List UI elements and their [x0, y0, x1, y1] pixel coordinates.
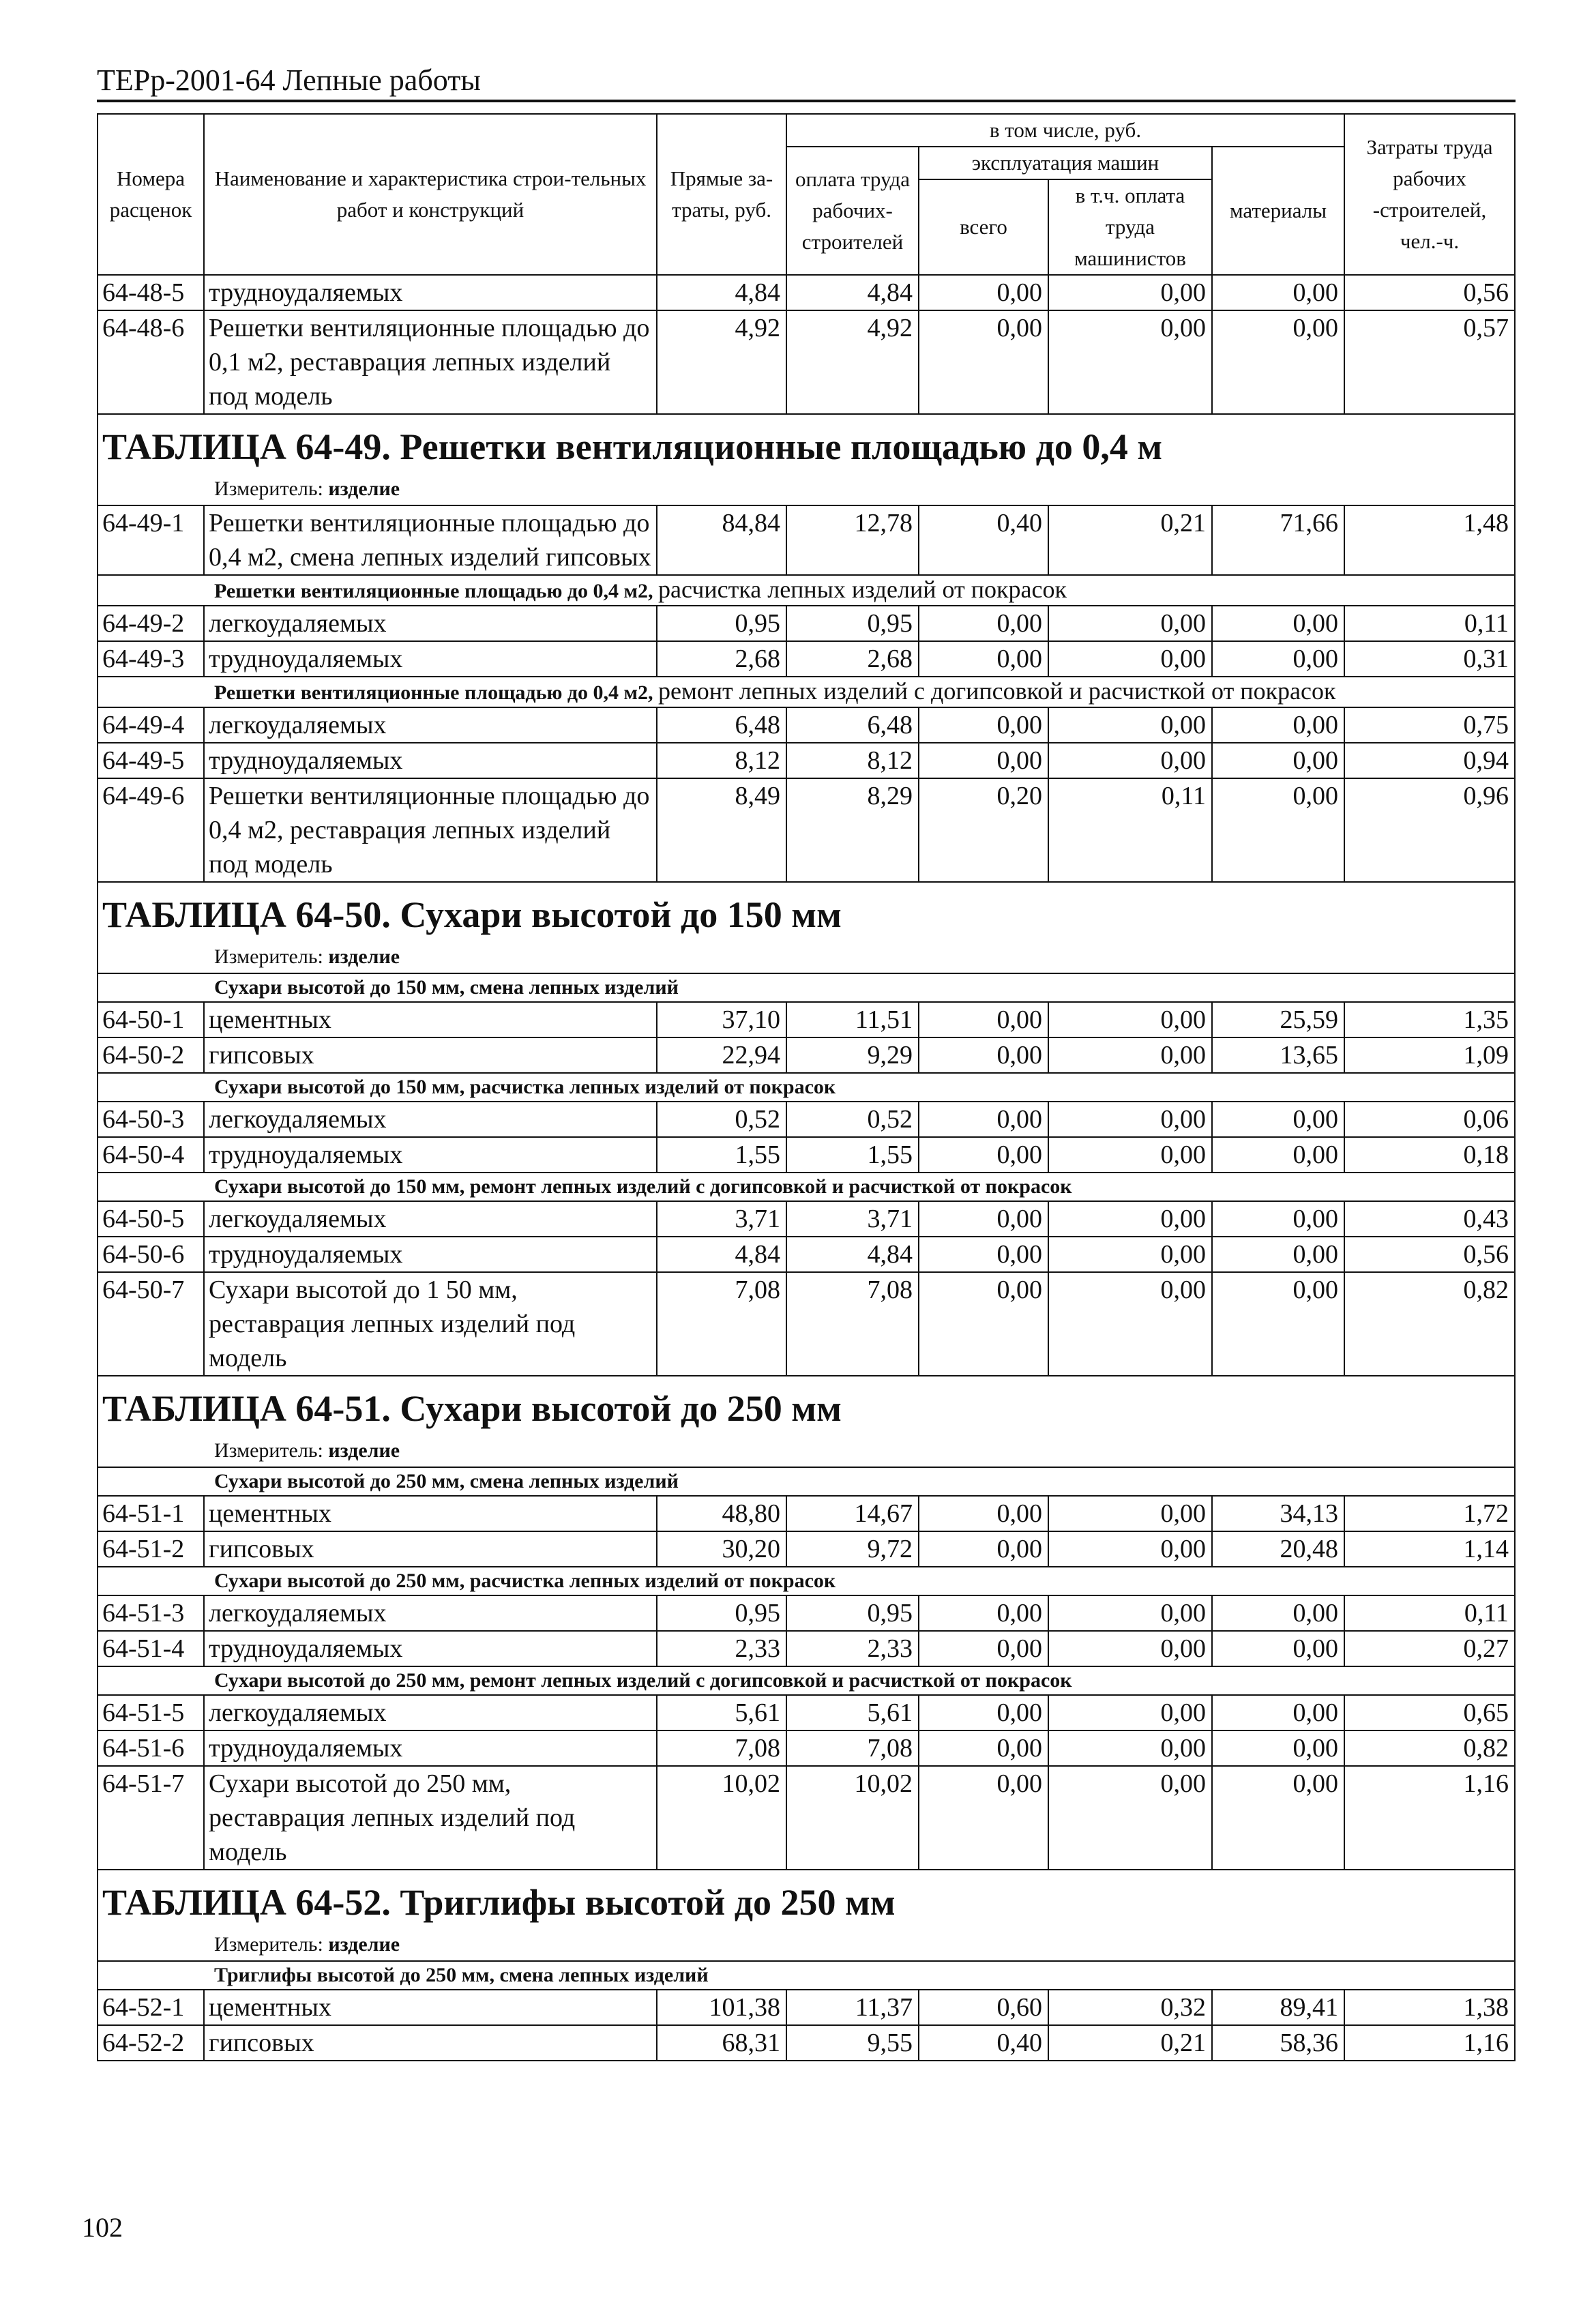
direct-cost: 1,55 — [657, 1137, 786, 1173]
rate-code: 64-49-2 — [98, 606, 204, 641]
materials-cost: 0,00 — [1212, 1272, 1344, 1376]
materials-cost: 0,00 — [1212, 1137, 1344, 1173]
measure-row — [98, 1435, 1515, 1467]
machines-total: 0,60 — [919, 1990, 1048, 2025]
work-name: гипсовых — [204, 1531, 657, 1567]
group-title: Сухари высотой до 250 мм, ремонт лепных изделий с догипсовкой и расчисткой от покрасок — [214, 1669, 1072, 1692]
direct-cost: 8,12 — [657, 743, 786, 778]
materials-cost: 34,13 — [1212, 1496, 1344, 1531]
labor-hours: 0,11 — [1344, 606, 1515, 641]
labor-hours: 0,06 — [1344, 1102, 1515, 1137]
col-header-machines-total: всего — [919, 179, 1048, 275]
table-row — [98, 1595, 1515, 1631]
col-header-labor-cost: Затраты труда рабочих -строителей, чел.-ч. — [1344, 114, 1515, 275]
machines-pay: 0,00 — [1048, 606, 1212, 641]
labor-pay: 9,55 — [786, 2025, 919, 2061]
col-header-name: Наименование и характеристика строи-тельных работ и конструкций — [204, 114, 657, 275]
machines-pay: 0,00 — [1048, 1272, 1212, 1376]
labor-pay: 0,52 — [786, 1102, 919, 1137]
group-title: Сухари высотой до 150 мм, ремонт лепных изделий с догипсовкой и расчисткой от покрасок — [214, 1175, 1072, 1198]
rate-code: 64-50-1 — [98, 1002, 204, 1037]
work-name: цементных — [204, 1496, 657, 1531]
materials-cost: 0,00 — [1212, 1695, 1344, 1730]
direct-cost: 22,94 — [657, 1037, 786, 1073]
col-header-code: Номера расценок — [98, 114, 204, 275]
direct-cost: 5,61 — [657, 1695, 786, 1730]
rate-code: 64-51-3 — [98, 1595, 204, 1631]
rate-code: 64-49-5 — [98, 743, 204, 778]
measure-value: изделие — [328, 477, 400, 500]
machines-total: 0,00 — [919, 1595, 1048, 1631]
machines-pay: 0,00 — [1048, 1496, 1212, 1531]
table-row — [98, 1137, 1515, 1173]
materials-cost: 13,65 — [1212, 1037, 1344, 1073]
rate-code: 64-50-4 — [98, 1137, 204, 1173]
rate-code: 64-51-4 — [98, 1631, 204, 1666]
group-header — [98, 1666, 1515, 1695]
labor-hours: 1,38 — [1344, 1990, 1515, 2025]
table-header — [98, 114, 1515, 275]
table-row — [98, 1766, 1515, 1870]
measure-value: изделие — [328, 1933, 400, 1956]
materials-cost: 20,48 — [1212, 1531, 1344, 1567]
group-header — [98, 1961, 1515, 1990]
section-title-row — [98, 1870, 1515, 1929]
labor-hours: 0,75 — [1344, 707, 1515, 743]
machines-total: 0,00 — [919, 743, 1048, 778]
labor-pay: 5,61 — [786, 1695, 919, 1730]
work-name: Решетки вентиляционные площадью до 0,4 м2, реставрация лепных изделий под модель — [204, 778, 657, 882]
measure-cell — [98, 941, 1515, 973]
group-header-row — [98, 1567, 1515, 1595]
work-name: цементных — [204, 1990, 657, 2025]
labor-pay: 7,08 — [786, 1272, 919, 1376]
machines-total: 0,00 — [919, 1766, 1048, 1870]
direct-cost: 7,08 — [657, 1730, 786, 1766]
labor-hours: 0,82 — [1344, 1272, 1515, 1376]
table-row — [98, 1496, 1515, 1531]
machines-total: 0,00 — [919, 1037, 1048, 1073]
machines-pay: 0,00 — [1048, 1695, 1212, 1730]
materials-cost: 25,59 — [1212, 1002, 1344, 1037]
group-header-row — [98, 1467, 1515, 1496]
labor-pay: 10,02 — [786, 1766, 919, 1870]
col-header-direct: Прямые за-траты, руб. — [657, 114, 786, 275]
rate-code: 64-50-2 — [98, 1037, 204, 1073]
measure-cell — [98, 1929, 1515, 1961]
labor-pay: 6,48 — [786, 707, 919, 743]
labor-hours: 0,82 — [1344, 1730, 1515, 1766]
rate-code: 64-49-4 — [98, 707, 204, 743]
labor-hours: 0,96 — [1344, 778, 1515, 882]
machines-pay: 0,00 — [1048, 1102, 1212, 1137]
group-header-row — [98, 1961, 1515, 1990]
section-title: ТАБЛИЦА 64-51. Сухари высотой до 250 мм — [98, 1376, 1515, 1435]
labor-hours: 0,57 — [1344, 310, 1515, 414]
table-row — [98, 1037, 1515, 1073]
machines-total: 0,40 — [919, 2025, 1048, 2061]
materials-cost: 0,00 — [1212, 1201, 1344, 1237]
table-body — [98, 275, 1515, 2061]
direct-cost: 2,33 — [657, 1631, 786, 1666]
group-header-row — [98, 677, 1515, 707]
table-row — [98, 1990, 1515, 2025]
table-row — [98, 1237, 1515, 1272]
group-header-row — [98, 575, 1515, 606]
section-title-row — [98, 414, 1515, 473]
machines-total: 0,00 — [919, 1201, 1048, 1237]
labor-pay: 3,71 — [786, 1201, 919, 1237]
labor-hours: 1,35 — [1344, 1002, 1515, 1037]
machines-pay: 0,00 — [1048, 1730, 1212, 1766]
work-name: Сухари высотой до 250 мм, реставрация лепных изделий под модель — [204, 1766, 657, 1870]
direct-cost: 4,84 — [657, 1237, 786, 1272]
materials-cost: 0,00 — [1212, 1237, 1344, 1272]
table-row — [98, 1272, 1515, 1376]
table-row — [98, 1695, 1515, 1730]
measure-label: Измеритель: — [214, 477, 323, 500]
section-title: ТАБЛИЦА 64-50. Сухари высотой до 150 мм — [98, 882, 1515, 941]
work-name: легкоудаляемых — [204, 1201, 657, 1237]
work-name: трудноудаляемых — [204, 1631, 657, 1666]
direct-cost: 4,92 — [657, 310, 786, 414]
machines-total: 0,00 — [919, 707, 1048, 743]
labor-hours: 1,48 — [1344, 505, 1515, 575]
labor-hours: 0,31 — [1344, 641, 1515, 677]
machines-pay: 0,32 — [1048, 1990, 1212, 2025]
labor-pay: 2,68 — [786, 641, 919, 677]
rate-code: 64-51-1 — [98, 1496, 204, 1531]
direct-cost: 4,84 — [657, 275, 786, 310]
table-row — [98, 2025, 1515, 2061]
rates-table — [97, 113, 1516, 2061]
machines-pay: 0,00 — [1048, 1201, 1212, 1237]
rate-code: 64-50-7 — [98, 1272, 204, 1376]
labor-hours: 0,65 — [1344, 1695, 1515, 1730]
work-name: трудноудаляемых — [204, 1730, 657, 1766]
materials-cost: 0,00 — [1212, 743, 1344, 778]
machines-total: 0,00 — [919, 310, 1048, 414]
table-row — [98, 1201, 1515, 1237]
col-header-incl: в том числе, руб. — [786, 114, 1344, 147]
rate-code: 64-52-2 — [98, 2025, 204, 2061]
rate-code: 64-51-6 — [98, 1730, 204, 1766]
labor-hours: 0,11 — [1344, 1595, 1515, 1631]
work-name: Сухари высотой до 1 50 мм, реставрация лепных изделий под модель — [204, 1272, 657, 1376]
labor-hours: 0,94 — [1344, 743, 1515, 778]
measure-label: Измеритель: — [214, 1439, 323, 1462]
labor-pay: 11,37 — [786, 1990, 919, 2025]
labor-hours: 1,72 — [1344, 1496, 1515, 1531]
materials-cost: 71,66 — [1212, 505, 1344, 575]
table-row — [98, 707, 1515, 743]
work-name: легкоудаляемых — [204, 707, 657, 743]
group-header-row — [98, 973, 1515, 1002]
labor-hours: 0,27 — [1344, 1631, 1515, 1666]
direct-cost: 0,52 — [657, 1102, 786, 1137]
materials-cost: 0,00 — [1212, 707, 1344, 743]
machines-pay: 0,21 — [1048, 505, 1212, 575]
section-title-row — [98, 882, 1515, 941]
table-row — [98, 1531, 1515, 1567]
group-title-tail: ремонт лепных изделий с догипсовкой и расчисткой от покрасок — [657, 677, 1336, 705]
table-row — [98, 1102, 1515, 1137]
machines-pay: 0,00 — [1048, 1002, 1212, 1037]
labor-pay: 11,51 — [786, 1002, 919, 1037]
labor-pay: 0,95 — [786, 1595, 919, 1631]
rate-code: 64-52-1 — [98, 1990, 204, 2025]
work-name: гипсовых — [204, 2025, 657, 2061]
col-header-materials: материалы — [1212, 147, 1344, 275]
page-title: ТЕРр-2001-64 Лепные работы — [97, 63, 481, 97]
machines-pay: 0,00 — [1048, 1137, 1212, 1173]
direct-cost: 6,48 — [657, 707, 786, 743]
work-name: трудноудаляемых — [204, 743, 657, 778]
labor-hours: 0,56 — [1344, 275, 1515, 310]
labor-pay: 1,55 — [786, 1137, 919, 1173]
measure-cell — [98, 1435, 1515, 1467]
materials-cost: 0,00 — [1212, 275, 1344, 310]
direct-cost: 30,20 — [657, 1531, 786, 1567]
materials-cost: 0,00 — [1212, 1631, 1344, 1666]
labor-pay: 14,67 — [786, 1496, 919, 1531]
labor-pay: 9,29 — [786, 1037, 919, 1073]
materials-cost: 0,00 — [1212, 606, 1344, 641]
machines-total: 0,00 — [919, 1237, 1048, 1272]
rate-code: 64-51-5 — [98, 1695, 204, 1730]
machines-total: 0,00 — [919, 275, 1048, 310]
direct-cost: 101,38 — [657, 1990, 786, 2025]
rate-code: 64-51-7 — [98, 1766, 204, 1870]
machines-total: 0,00 — [919, 606, 1048, 641]
table-row — [98, 778, 1515, 882]
machines-total: 0,00 — [919, 1730, 1048, 1766]
machines-pay: 0,00 — [1048, 641, 1212, 677]
materials-cost: 89,41 — [1212, 1990, 1344, 2025]
labor-hours: 1,16 — [1344, 1766, 1515, 1870]
group-title-tail: расчистка лепных изделий от покрасок — [657, 576, 1067, 603]
materials-cost: 58,36 — [1212, 2025, 1344, 2061]
machines-total: 0,00 — [919, 1002, 1048, 1037]
direct-cost: 48,80 — [657, 1496, 786, 1531]
rate-code: 64-50-5 — [98, 1201, 204, 1237]
machines-total: 0,00 — [919, 1695, 1048, 1730]
direct-cost: 0,95 — [657, 1595, 786, 1631]
table-row — [98, 275, 1515, 310]
work-name: Решетки вентиляционные площадью до 0,4 м2, смена лепных изделий гипсовых — [204, 505, 657, 575]
table-row — [98, 505, 1515, 575]
direct-cost: 0,95 — [657, 606, 786, 641]
measure-row — [98, 1929, 1515, 1961]
measure-value: изделие — [328, 1439, 400, 1462]
rate-code: 64-50-6 — [98, 1237, 204, 1272]
direct-cost: 10,02 — [657, 1766, 786, 1870]
rate-code: 64-48-6 — [98, 310, 204, 414]
group-title: Сухари высотой до 250 мм, расчистка лепных изделий от покрасок — [214, 1570, 836, 1592]
machines-total: 0,00 — [919, 1496, 1048, 1531]
machines-pay: 0,21 — [1048, 2025, 1212, 2061]
measure-cell — [98, 473, 1515, 505]
col-header-machines: эксплуатация машин — [919, 147, 1212, 179]
machines-pay: 0,00 — [1048, 310, 1212, 414]
work-name: трудноудаляемых — [204, 1237, 657, 1272]
machines-pay: 0,00 — [1048, 1766, 1212, 1870]
machines-total: 0,00 — [919, 1531, 1048, 1567]
machines-pay: 0,00 — [1048, 743, 1212, 778]
direct-cost: 3,71 — [657, 1201, 786, 1237]
work-name: трудноудаляемых — [204, 1137, 657, 1173]
machines-total: 0,00 — [919, 1272, 1048, 1376]
machines-pay: 0,11 — [1048, 778, 1212, 882]
group-title: Сухари высотой до 150 мм, смена лепных изделий — [214, 976, 679, 999]
table-row — [98, 310, 1515, 414]
group-header-row — [98, 1173, 1515, 1201]
work-name: легкоудаляемых — [204, 1695, 657, 1730]
group-header — [98, 1173, 1515, 1201]
labor-pay: 4,84 — [786, 1237, 919, 1272]
materials-cost: 0,00 — [1212, 1102, 1344, 1137]
machines-pay: 0,00 — [1048, 1531, 1212, 1567]
direct-cost: 7,08 — [657, 1272, 786, 1376]
labor-hours: 0,43 — [1344, 1201, 1515, 1237]
machines-total: 0,00 — [919, 641, 1048, 677]
labor-hours: 1,14 — [1344, 1531, 1515, 1567]
labor-pay: 0,95 — [786, 606, 919, 641]
work-name: Решетки вентиляционные площадью до 0,1 м2, реставрация лепных изделий под модель — [204, 310, 657, 414]
machines-total: 0,00 — [919, 1631, 1048, 1666]
group-header — [98, 677, 1515, 707]
group-title: Решетки вентиляционные площадью до 0,4 м2, — [214, 681, 653, 704]
section-title-row — [98, 1376, 1515, 1435]
labor-pay: 12,78 — [786, 505, 919, 575]
machines-total: 0,40 — [919, 505, 1048, 575]
direct-cost: 2,68 — [657, 641, 786, 677]
machines-total: 0,00 — [919, 1137, 1048, 1173]
machines-pay: 0,00 — [1048, 1037, 1212, 1073]
group-header — [98, 575, 1515, 606]
measure-label: Измеритель: — [214, 945, 323, 968]
machines-total: 0,20 — [919, 778, 1048, 882]
machines-pay: 0,00 — [1048, 275, 1212, 310]
group-header-row — [98, 1666, 1515, 1695]
col-header-machines-pay: в т.ч. оплата труда машинистов — [1048, 179, 1212, 275]
group-header — [98, 1467, 1515, 1496]
direct-cost: 8,49 — [657, 778, 786, 882]
table-row — [98, 606, 1515, 641]
table-row — [98, 1631, 1515, 1666]
group-header — [98, 1073, 1515, 1102]
work-name: легкоудаляемых — [204, 606, 657, 641]
rate-code: 64-51-2 — [98, 1531, 204, 1567]
materials-cost: 0,00 — [1212, 641, 1344, 677]
work-name: трудноудаляемых — [204, 275, 657, 310]
table-row — [98, 1002, 1515, 1037]
group-title: Сухари высотой до 150 мм, расчистка лепных изделий от покрасок — [214, 1076, 836, 1098]
group-header — [98, 1567, 1515, 1595]
materials-cost: 0,00 — [1212, 1730, 1344, 1766]
group-title: Решетки вентиляционные площадью до 0,4 м2, — [214, 580, 653, 602]
direct-cost: 37,10 — [657, 1002, 786, 1037]
rate-code: 64-49-6 — [98, 778, 204, 882]
work-name: цементных — [204, 1002, 657, 1037]
labor-pay: 7,08 — [786, 1730, 919, 1766]
direct-cost: 84,84 — [657, 505, 786, 575]
rate-code: 64-50-3 — [98, 1102, 204, 1137]
labor-hours: 1,16 — [1344, 2025, 1515, 2061]
measure-row — [98, 941, 1515, 973]
machines-total: 0,00 — [919, 1102, 1048, 1137]
table-row — [98, 743, 1515, 778]
title-rule — [97, 100, 1516, 102]
work-name: гипсовых — [204, 1037, 657, 1073]
rate-code: 64-49-3 — [98, 641, 204, 677]
materials-cost: 0,00 — [1212, 778, 1344, 882]
direct-cost: 68,31 — [657, 2025, 786, 2061]
materials-cost: 0,00 — [1212, 310, 1344, 414]
rate-code: 64-49-1 — [98, 505, 204, 575]
work-name: легкоудаляемых — [204, 1102, 657, 1137]
labor-pay: 8,29 — [786, 778, 919, 882]
labor-pay: 4,84 — [786, 275, 919, 310]
rate-code: 64-48-5 — [98, 275, 204, 310]
table-row — [98, 1730, 1515, 1766]
measure-row — [98, 473, 1515, 505]
measure-value: изделие — [328, 945, 400, 968]
work-name: трудноудаляемых — [204, 641, 657, 677]
labor-hours: 0,56 — [1344, 1237, 1515, 1272]
group-title: Триглифы высотой до 250 мм, смена лепных изделий — [214, 1964, 709, 1986]
group-title: Сухари высотой до 250 мм, смена лепных изделий — [214, 1470, 679, 1492]
group-header — [98, 973, 1515, 1002]
table-row — [98, 641, 1515, 677]
labor-pay: 8,12 — [786, 743, 919, 778]
section-title: ТАБЛИЦА 64-49. Решетки вентиляционные площадью до 0,4 м — [98, 414, 1515, 473]
labor-hours: 1,09 — [1344, 1037, 1515, 1073]
labor-pay: 4,92 — [786, 310, 919, 414]
measure-label: Измеритель: — [214, 1933, 323, 1956]
col-header-labor-pay: оплата труда рабочих-строителей — [786, 147, 919, 275]
machines-pay: 0,00 — [1048, 1237, 1212, 1272]
group-header-row — [98, 1073, 1515, 1102]
work-name: легкоудаляемых — [204, 1595, 657, 1631]
page-number: 102 — [82, 2212, 123, 2243]
materials-cost: 0,00 — [1212, 1595, 1344, 1631]
labor-pay: 2,33 — [786, 1631, 919, 1666]
machines-pay: 0,00 — [1048, 707, 1212, 743]
labor-hours: 0,18 — [1344, 1137, 1515, 1173]
machines-pay: 0,00 — [1048, 1631, 1212, 1666]
labor-pay: 9,72 — [786, 1531, 919, 1567]
materials-cost: 0,00 — [1212, 1766, 1344, 1870]
section-title: ТАБЛИЦА 64-52. Триглифы высотой до 250 мм — [98, 1870, 1515, 1929]
machines-pay: 0,00 — [1048, 1595, 1212, 1631]
